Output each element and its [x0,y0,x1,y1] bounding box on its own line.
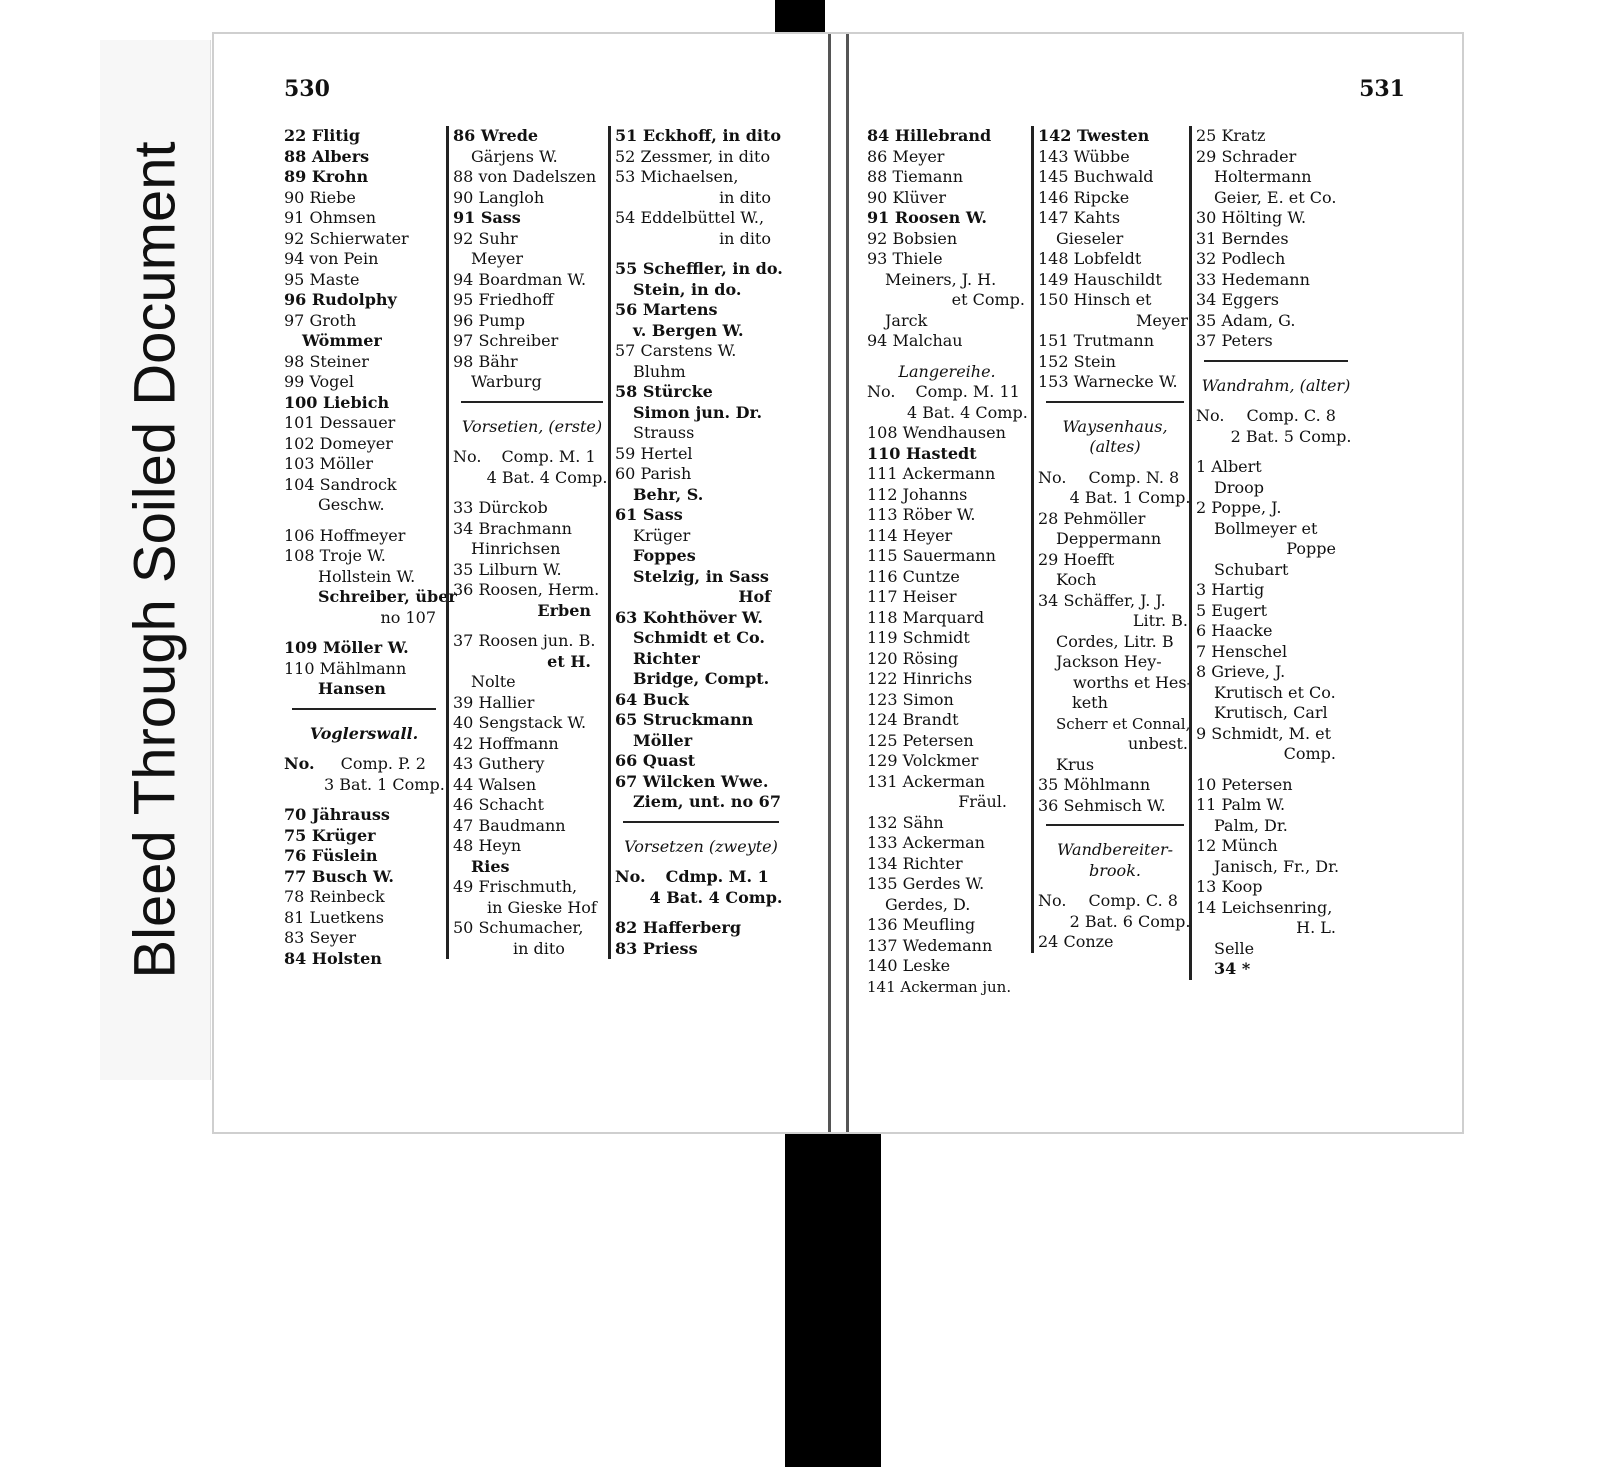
entry: 51 Eckhoff, in dito [615,126,782,145]
scan-label: Bleed Through Soiled Document [122,141,188,979]
entry: 39 Hallier [453,692,535,712]
entry: 84 Hillebrand [867,126,992,145]
entry: Simon jun. Dr. [633,402,763,422]
entry: Schubart [1214,559,1289,579]
entry: Meiners, J. H. [885,269,997,289]
entry: Gerdes, D. [885,894,971,914]
bat-label: 2 Bat. 6 Comp. [1069,911,1191,931]
entry: 123 Simon [867,689,954,709]
comp-label: Comp. C. 8 [1088,891,1178,910]
section-rule [1046,401,1184,403]
entry: 35 Möhlmann [1038,775,1151,794]
entry: Bollmeyer et [1214,518,1318,538]
entry: 10 Petersen [1196,774,1293,794]
entry: 90 Langloh [453,187,545,207]
entry: 102 Domeyer [284,433,393,453]
entry: 59 Hertel [615,443,693,463]
entry: 98 Steiner [284,351,369,371]
entry: 95 Maste [284,269,360,289]
entry: 86 Wrede [453,126,539,145]
bat-label: 2 Bat. 5 Comp. [1230,426,1352,446]
entry: 99 Vogel [284,372,354,391]
entry: Bridge, Compt. [633,669,770,688]
entry: Janisch, Fr., Dr. [1214,856,1340,876]
entry: 47 Baudmann [453,815,566,835]
left-col-3 [608,126,787,959]
entry: 25 Kratz [1196,126,1266,145]
entry: 22 Flitig [284,126,361,145]
entry: 109 Möller W. [284,638,409,657]
page-number-left: 530 [284,76,330,102]
entry: Koch [1056,570,1097,589]
entry: 101 Dessauer [284,413,396,432]
entry: 137 Wedemann [867,935,993,955]
entry: Schreiber, über [318,587,457,606]
entry: Scherr et Connal, [1056,714,1191,733]
entry: 97 Groth [284,310,357,330]
entry: 114 Heyer [867,525,953,545]
entry: 83 Priess [615,938,698,958]
entry: 91 Roosen W. [867,208,987,227]
entry: Krutisch et Co. [1214,682,1336,702]
entry: 120 Rösing [867,648,959,668]
entry: 90 Klüver [867,187,946,207]
entry: Ries [471,856,510,876]
entry: 103 Möller [284,454,373,473]
entry: Wömmer [302,331,382,350]
spine-bottom [785,1112,881,1467]
entry: Comp. [1283,744,1336,763]
entry: Richter [633,648,700,668]
entry: 148 Lobfeldt [1038,249,1142,268]
entry: 106 Hoffmeyer [284,525,406,545]
book-spread [212,32,1464,1134]
signature-mark: 34 * [1214,959,1251,978]
no-label: No. [453,447,482,466]
section-heading: Vorsetzen (zweyte) [624,836,778,856]
entry: 153 Warnecke W. [1038,372,1178,391]
entry: 36 Sehmisch W. [1038,795,1166,815]
section-rule [1046,824,1184,826]
entry: 64 Buck [615,689,689,709]
entry: 28 Pehmöller [1038,508,1146,528]
entry: 53 Michaelsen, [615,167,739,186]
bat-label: 4 Bat. 4 Comp. [907,402,1028,422]
entry: Foppes [633,546,696,565]
entry: 125 Petersen [867,730,974,750]
entry: 135 Gerdes W. [867,874,985,893]
entry: Litr. B. [1132,611,1188,630]
entry: 94 Boardman W. [453,269,587,289]
entry: 52 Zessmer, in dito [615,146,771,166]
entry: Hollstein W. [318,566,416,586]
entry: in dito [719,187,771,207]
entry: Fräul. [958,792,1007,811]
entry: Cordes, Litr. B [1056,631,1174,651]
entry: Jackson Hey- [1056,652,1162,671]
section-rule [292,708,436,710]
entry: Behr, S. [633,484,704,504]
bat-label: 4 Bat. 4 Comp. [486,467,608,487]
entry: 122 Hinrichs [867,669,973,688]
entry: 2 Poppe, J. [1196,498,1282,517]
entry: 129 Volckmer [867,751,979,770]
entry: Krüger [633,525,691,545]
comp-label: Comp. M. 11 [915,382,1020,401]
entry: 94 Malchau [867,331,963,350]
entry: Selle [1214,938,1255,958]
entry: 76 Füslein [284,846,378,865]
entry: 37 Peters [1196,331,1273,350]
entry: 133 Ackerman [867,833,985,852]
entry: Schmidt et Co. [633,628,765,647]
entry: 34 Brachmann [453,518,572,538]
entry: 9 Schmidt, M. et [1196,723,1332,743]
entry: Holtermann [1214,167,1312,186]
entry: 36 Roosen, Herm. [453,580,600,599]
entry: 82 Hafferberg [615,918,742,937]
entry: 31 Berndes [1196,228,1289,248]
entry: 37 Roosen jun. B. [453,631,596,650]
entry: 29 Schrader [1196,146,1297,166]
right-col-2 [1031,126,1192,953]
entry: 35 Lilburn W. [453,559,562,579]
entry: Krus [1056,754,1095,774]
bat-label: 4 Bat. 1 Comp. [1069,488,1191,507]
right-page [846,34,1465,1132]
entry: 67 Wilcken Wwe. [615,771,769,791]
entry: Hof [738,587,771,606]
entry: 13 Koop [1196,877,1263,896]
entry: unbest. [1127,734,1188,753]
entry: 11 Palm W. [1196,795,1286,814]
entry: 111 Ackermann [867,464,996,483]
entry: 92 Bobsien [867,228,958,248]
no-label: No. [284,754,315,773]
entry: Nolte [471,672,516,691]
entry: 29 Hoefft [1038,549,1115,569]
entry: 108 Wendhausen [867,423,1006,442]
entry: 131 Ackerman [867,771,985,791]
entry: 46 Schacht [453,795,544,814]
entry: Krutisch, Carl [1214,703,1328,722]
entry: 134 Richter [867,853,963,873]
entry: 100 Liebich [284,392,390,412]
entry: Möller [633,730,693,750]
entry: 1 Albert [1196,457,1262,476]
entry: 33 Dürckob [453,498,548,517]
entry: 150 Hinsch et [1038,290,1152,309]
entry: 35 Adam, G. [1196,310,1296,330]
comp-label: Cdmp. M. 1 [665,867,769,886]
entry: 115 Sauermann [867,546,996,565]
entry: in dito [513,938,565,958]
entry: Geier, E. et Co. [1214,187,1337,207]
entry: 43 Guthery [453,754,545,773]
entry: 93 Thiele [867,249,943,268]
entry: 151 Trutmann [1038,331,1154,350]
entry: 96 Rudolphy [284,290,397,309]
entry: 48 Heyn [453,836,522,855]
entry: Palm, Dr. [1214,815,1288,835]
entry: worths et Hes- [1072,672,1192,692]
entry: 141 Ackerman jun. [867,977,1012,996]
comp-label: Comp. N. 8 [1088,467,1180,487]
entry: 55 Scheffler, in do. [615,259,783,278]
entry: Poppe [1286,539,1336,558]
comp-label: Comp. P. 2 [340,754,426,773]
entry: 34 Schäffer, J. J. [1038,590,1166,610]
no-label: No. [1038,467,1067,487]
entry: 66 Quast [615,751,696,770]
comp-label: Comp. C. 8 [1246,406,1336,425]
entry: in Gieske Hof [487,897,597,917]
entry: 49 Frischmuth, [453,877,578,896]
entry: 57 Carstens W. [615,341,737,360]
entry: 98 Bähr [453,351,518,371]
entry: 110 Mählmann [284,658,407,678]
no-label: No. [1038,891,1067,910]
entry: 119 Schmidt [867,628,970,647]
entry: et H. [547,651,591,671]
section-subheading: brook. [1089,860,1141,880]
entry: 7 Henschel [1196,641,1288,661]
entry: Hansen [318,679,386,698]
entry: 113 Röber W. [867,505,976,524]
bat-label: 4 Bat. 4 Comp. [649,887,783,907]
entry: 54 Eddelbüttel W., [615,208,765,227]
entry: Erben [537,600,591,620]
entry: Geschw. [318,495,385,514]
entry: Stelzig, in Sass [633,566,769,586]
entry: 96 Pump [453,310,525,330]
entry: Bluhm [633,361,686,381]
section-heading: Langereihe. [898,361,996,381]
section-heading: Vorsetien, (erste) [461,416,603,436]
entry: v. Bergen W. [633,320,744,340]
entry: 5 Eugert [1196,600,1268,620]
spine-top [775,0,825,32]
entry: 86 Meyer [867,146,945,166]
entry: 104 Sandrock [284,474,397,494]
entry: 88 von Dadelszen [453,167,597,186]
section-heading: Wandrahm, (alter) [1201,375,1351,395]
left-col-2 [446,126,611,959]
right-col-1 [867,126,1027,997]
no-label: No. [867,382,896,401]
left-col-1 [284,126,457,969]
entry: 90 Riebe [284,187,356,207]
section-rule [1204,360,1348,362]
entry: 140 Leske [867,956,951,975]
entry: 65 Struckmann [615,710,754,729]
entry: 63 Kohthöver W. [615,607,763,627]
entry: 149 Hauschildt [1038,269,1162,289]
no-label: No. [1196,406,1225,425]
entry: 81 Luetkens [284,907,384,927]
entry: Gärjens W. [471,146,558,166]
section-rule [623,821,779,823]
page-number-right: 531 [1359,76,1405,102]
entry: 60 Parish [615,464,692,483]
entry: H. L. [1296,918,1336,937]
entry: Meyer [471,249,524,268]
entry: 110 Hastedt [867,443,977,463]
comp-label: Comp. M. 1 [501,447,596,466]
entry: 91 Sass [453,208,521,227]
entry: 12 Münch [1196,836,1278,855]
left-page [214,34,831,1132]
entry: Stein, in do. [633,279,742,299]
entry: Droop [1214,477,1264,497]
entry: 42 Hoffmann [453,733,559,753]
section-rule [461,401,603,403]
entry: 88 Tiemann [867,167,964,186]
entry: 61 Sass [615,505,683,524]
entry: 58 Stürcke [615,382,713,401]
entry: 92 Schierwater [284,228,409,248]
entry: no 107 [380,607,436,627]
entry: 142 Twesten [1038,126,1150,145]
entry: 91 Ohmsen [284,208,377,227]
entry: in dito [719,228,771,248]
entry: 97 Schreiber [453,331,559,350]
entry: 70 Jährauss [284,805,390,824]
entry: 145 Buchwald [1038,167,1154,186]
entry: 89 Krohn [284,167,369,186]
entry: 6 Haacke [1196,621,1273,640]
entry: 152 Stein [1038,351,1116,371]
entry: 136 Meufling [867,915,976,934]
section-heading: Wandbereiter- [1056,840,1174,859]
entry: 14 Leichsenring, [1196,897,1333,917]
entry: Meyer [1135,310,1188,330]
entry: 33 Hedemann [1196,269,1310,289]
entry: 146 Ripcke [1038,187,1130,207]
entry: Deppermann [1056,529,1162,548]
entry: 34 Eggers [1196,290,1279,309]
entry: 143 Wübbe [1038,146,1130,166]
bat-label: 3 Bat. 1 Comp. [324,774,445,794]
entry: 132 Sähn [867,812,944,832]
entry: 117 Heiser [867,587,957,606]
entry: Strauss [633,423,695,442]
entry: 44 Walsen [453,774,537,794]
entry: keth [1072,693,1108,712]
entry: 40 Sengstack W. [453,713,587,732]
entry: 3 Hartig [1196,580,1265,599]
entry: 92 Suhr [453,228,518,248]
entry: Gieseler [1056,228,1124,248]
section-heading: Waysenhaus, [1062,416,1168,436]
entry: 78 Reinbeck [284,887,385,906]
entry: 88 Albers [284,146,370,166]
entry: 147 Kahts [1038,208,1121,227]
entry: Warburg [471,372,542,391]
entry: 75 Krüger [284,825,376,845]
entry: 112 Johanns [867,484,968,504]
entry: 8 Grieve, J. [1196,662,1286,681]
entry: 30 Hölting W. [1196,208,1307,227]
entry: Hinrichsen [471,539,561,558]
entry: 84 Holsten [284,948,382,968]
section-subheading: (altes) [1089,437,1141,456]
entry: 108 Troje W. [284,546,386,565]
entry: 124 Brandt [867,710,959,729]
section-heading: Voglerswall. [309,723,419,743]
no-label: No. [615,867,646,886]
entry: et Comp. [951,290,1025,309]
entry: 116 Cuntze [867,566,960,586]
entry: 95 Friedhoff [453,290,554,309]
entry: Jarck [885,310,928,330]
entry: 118 Marquard [867,607,985,627]
entry: 24 Conze [1038,932,1114,951]
entry: 77 Busch W. [284,866,394,886]
entry: Ziem, unt. no 67 [633,792,781,811]
entry: 83 Seyer [284,928,357,947]
entry: 50 Schumacher, [453,918,584,937]
entry: 94 von Pein [284,249,379,268]
entry: 32 Podlech [1196,249,1286,268]
right-col-3 [1189,126,1356,980]
entry: 56 Martens [615,300,718,319]
